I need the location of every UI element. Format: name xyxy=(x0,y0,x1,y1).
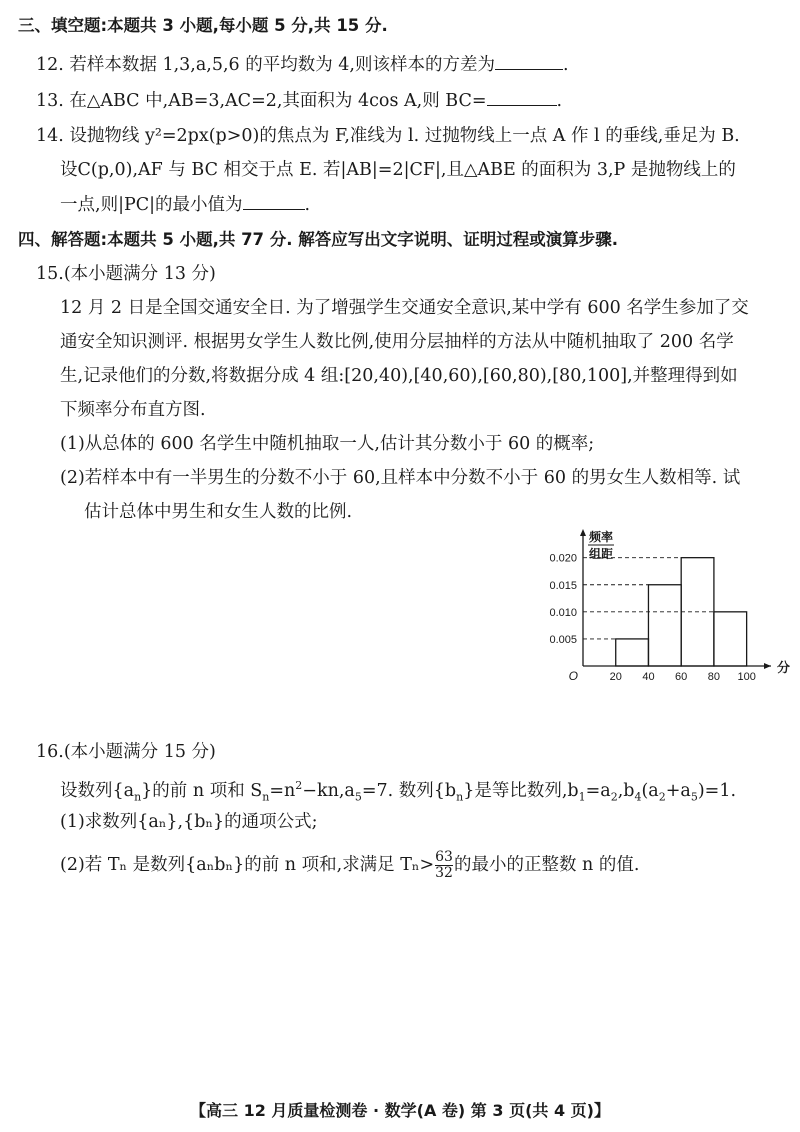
x-tick-label: 40 xyxy=(642,671,655,683)
x-tick-label: 20 xyxy=(609,671,622,683)
q16-stem-end: )=1. xyxy=(697,780,737,801)
question-15-part2a: (2)若样本中有一半男生的分数不小于 60,且样本中分数不小于 60 的男女生人数相等. 试 xyxy=(60,468,741,488)
question-15-para2: 通安全知识测评. 根据男女学生人数比例,使用分层抽样的方法从中随机抽取了 200 名学 xyxy=(60,332,734,352)
q16-stem-a2: (a xyxy=(641,780,659,801)
x-tick-label: 60 xyxy=(675,671,688,683)
question-14-line3 xyxy=(60,192,310,217)
question-15-part1: (1)从总体的 600 名学生中随机抽取一人,估计其分数小于 60 的概率; xyxy=(60,434,595,454)
x-tick-label: 100 xyxy=(737,671,756,683)
question-12-text: 12. 若样本数据 1,3,a,5,6 的平均数为 4,则该样本的方差为 xyxy=(36,55,495,75)
answer-blank-14[interactable] xyxy=(243,192,305,210)
y-tick-label: 0.015 xyxy=(549,579,577,592)
question-15-para1: 12 月 2 日是全国交通安全日. 为了增强学生交通安全意识,某中学有 600 名学生参加了交 xyxy=(60,298,749,318)
question-14-line1: 14. 设抛物线 y²=2px(p>0)的焦点为 F,准线为 l. 过抛物线上一点 A 作 l 的垂线,垂足为 B. xyxy=(36,126,740,146)
origin-label: O xyxy=(568,669,578,683)
question-13-end: . xyxy=(556,91,563,111)
question-15-para4: 下频率分布直方图. xyxy=(60,400,206,420)
question-13 xyxy=(36,88,562,113)
question-16-part2 xyxy=(60,850,639,881)
question-15-para3: 生,记录他们的分数,将数据分成 4 组:[20,40),[40,60),[60,80),[80,100],并整理得到如 xyxy=(60,366,738,386)
y-axis-arrow-icon xyxy=(580,529,586,536)
q16-part2-text: (2)若 Tₙ 是数列{aₙbₙ}的前 n 项和,求满足 Tₙ> xyxy=(60,855,435,875)
y-tick-label: 0.010 xyxy=(549,606,577,619)
question-14-text: 一点,则|PC|的最小值为 xyxy=(60,195,243,215)
histogram-bar xyxy=(714,612,747,666)
page-footer: 【高三 12 月质量检测卷 · 数学(A 卷) 第 3 页(共 4 页)】 xyxy=(190,1101,610,1120)
section4-heading: 四、解答题:本题共 5 小题,共 77 分. 解答应写出文字说明、证明过程或演算步骤. xyxy=(18,230,619,249)
x-axis-label: 分 xyxy=(777,660,791,675)
y-axis-label-top: 频率 xyxy=(588,530,614,544)
q16-stem-seq-a: 设数列{a xyxy=(60,780,135,801)
y-tick-label: 0.020 xyxy=(549,552,577,565)
q16-stem-b1: =a xyxy=(585,780,611,801)
question-15-title: 15.(本小题满分 13 分) xyxy=(36,264,216,284)
question-12 xyxy=(36,52,569,77)
q16-stem-eq: =n xyxy=(269,780,296,801)
answer-blank-13[interactable] xyxy=(487,88,557,106)
x-axis-arrow-icon xyxy=(764,663,771,669)
histogram-bar xyxy=(616,639,649,666)
q16-stem-b4: ,b xyxy=(617,780,635,801)
q16-stem-seq-b: =7. 数列{b xyxy=(361,780,457,801)
fraction-63-32 xyxy=(435,850,453,881)
question-15-part2b: 估计总体中男生和女生人数的比例. xyxy=(84,502,353,522)
question-14-end: . xyxy=(304,195,311,215)
x-tick-label: 80 xyxy=(707,671,721,683)
question-16-part1: (1)求数列{aₙ},{bₙ}的通项公式; xyxy=(60,812,318,832)
answer-blank-12[interactable] xyxy=(495,52,563,70)
q16-stem-a5: +a xyxy=(665,780,691,801)
question-16-stem: 设数列$\{a_n\}$的前 n 项和 $S_n=n^2-kn,a_5=7$. 数列$\{b_n\}$是等比数列$,b_1=a_2,b_4(a_2+a_5)=1$. xyxy=(60,779,737,804)
frac-numerator: 63 xyxy=(435,849,453,865)
q16-stem-kn: −kn,a xyxy=(302,780,355,801)
question-14-line2: 设C(p,0),AF 与 BC 相交于点 E. 若|AB|=2|CF|,且△ABE 的面积为 3,P 是抛物线上的 xyxy=(60,160,736,180)
frac-denominator: 32 xyxy=(435,865,453,881)
section3-heading: 三、填空题:本题共 3 小题,每小题 5 分,共 15 分. xyxy=(18,16,388,35)
question-13-text: 13. 在△ABC 中,AB=3,AC=2,其面积为 4cos A,则 BC= xyxy=(36,91,487,111)
y-tick-label: 0.005 xyxy=(549,633,577,646)
q16-stem-geo: }是等比数列,b xyxy=(463,780,579,801)
frequency-histogram xyxy=(535,523,791,683)
q16-stem-sum: }的前 n 项和 S xyxy=(141,780,263,801)
question-16-title: 16.(本小题满分 15 分) xyxy=(36,742,216,762)
histogram-bar xyxy=(648,585,681,666)
question-12-end: . xyxy=(563,55,569,75)
q16-part2-end: 的最小的正整数 n 的值. xyxy=(453,855,640,875)
y-axis-label-bottom: 组距 xyxy=(588,547,614,561)
